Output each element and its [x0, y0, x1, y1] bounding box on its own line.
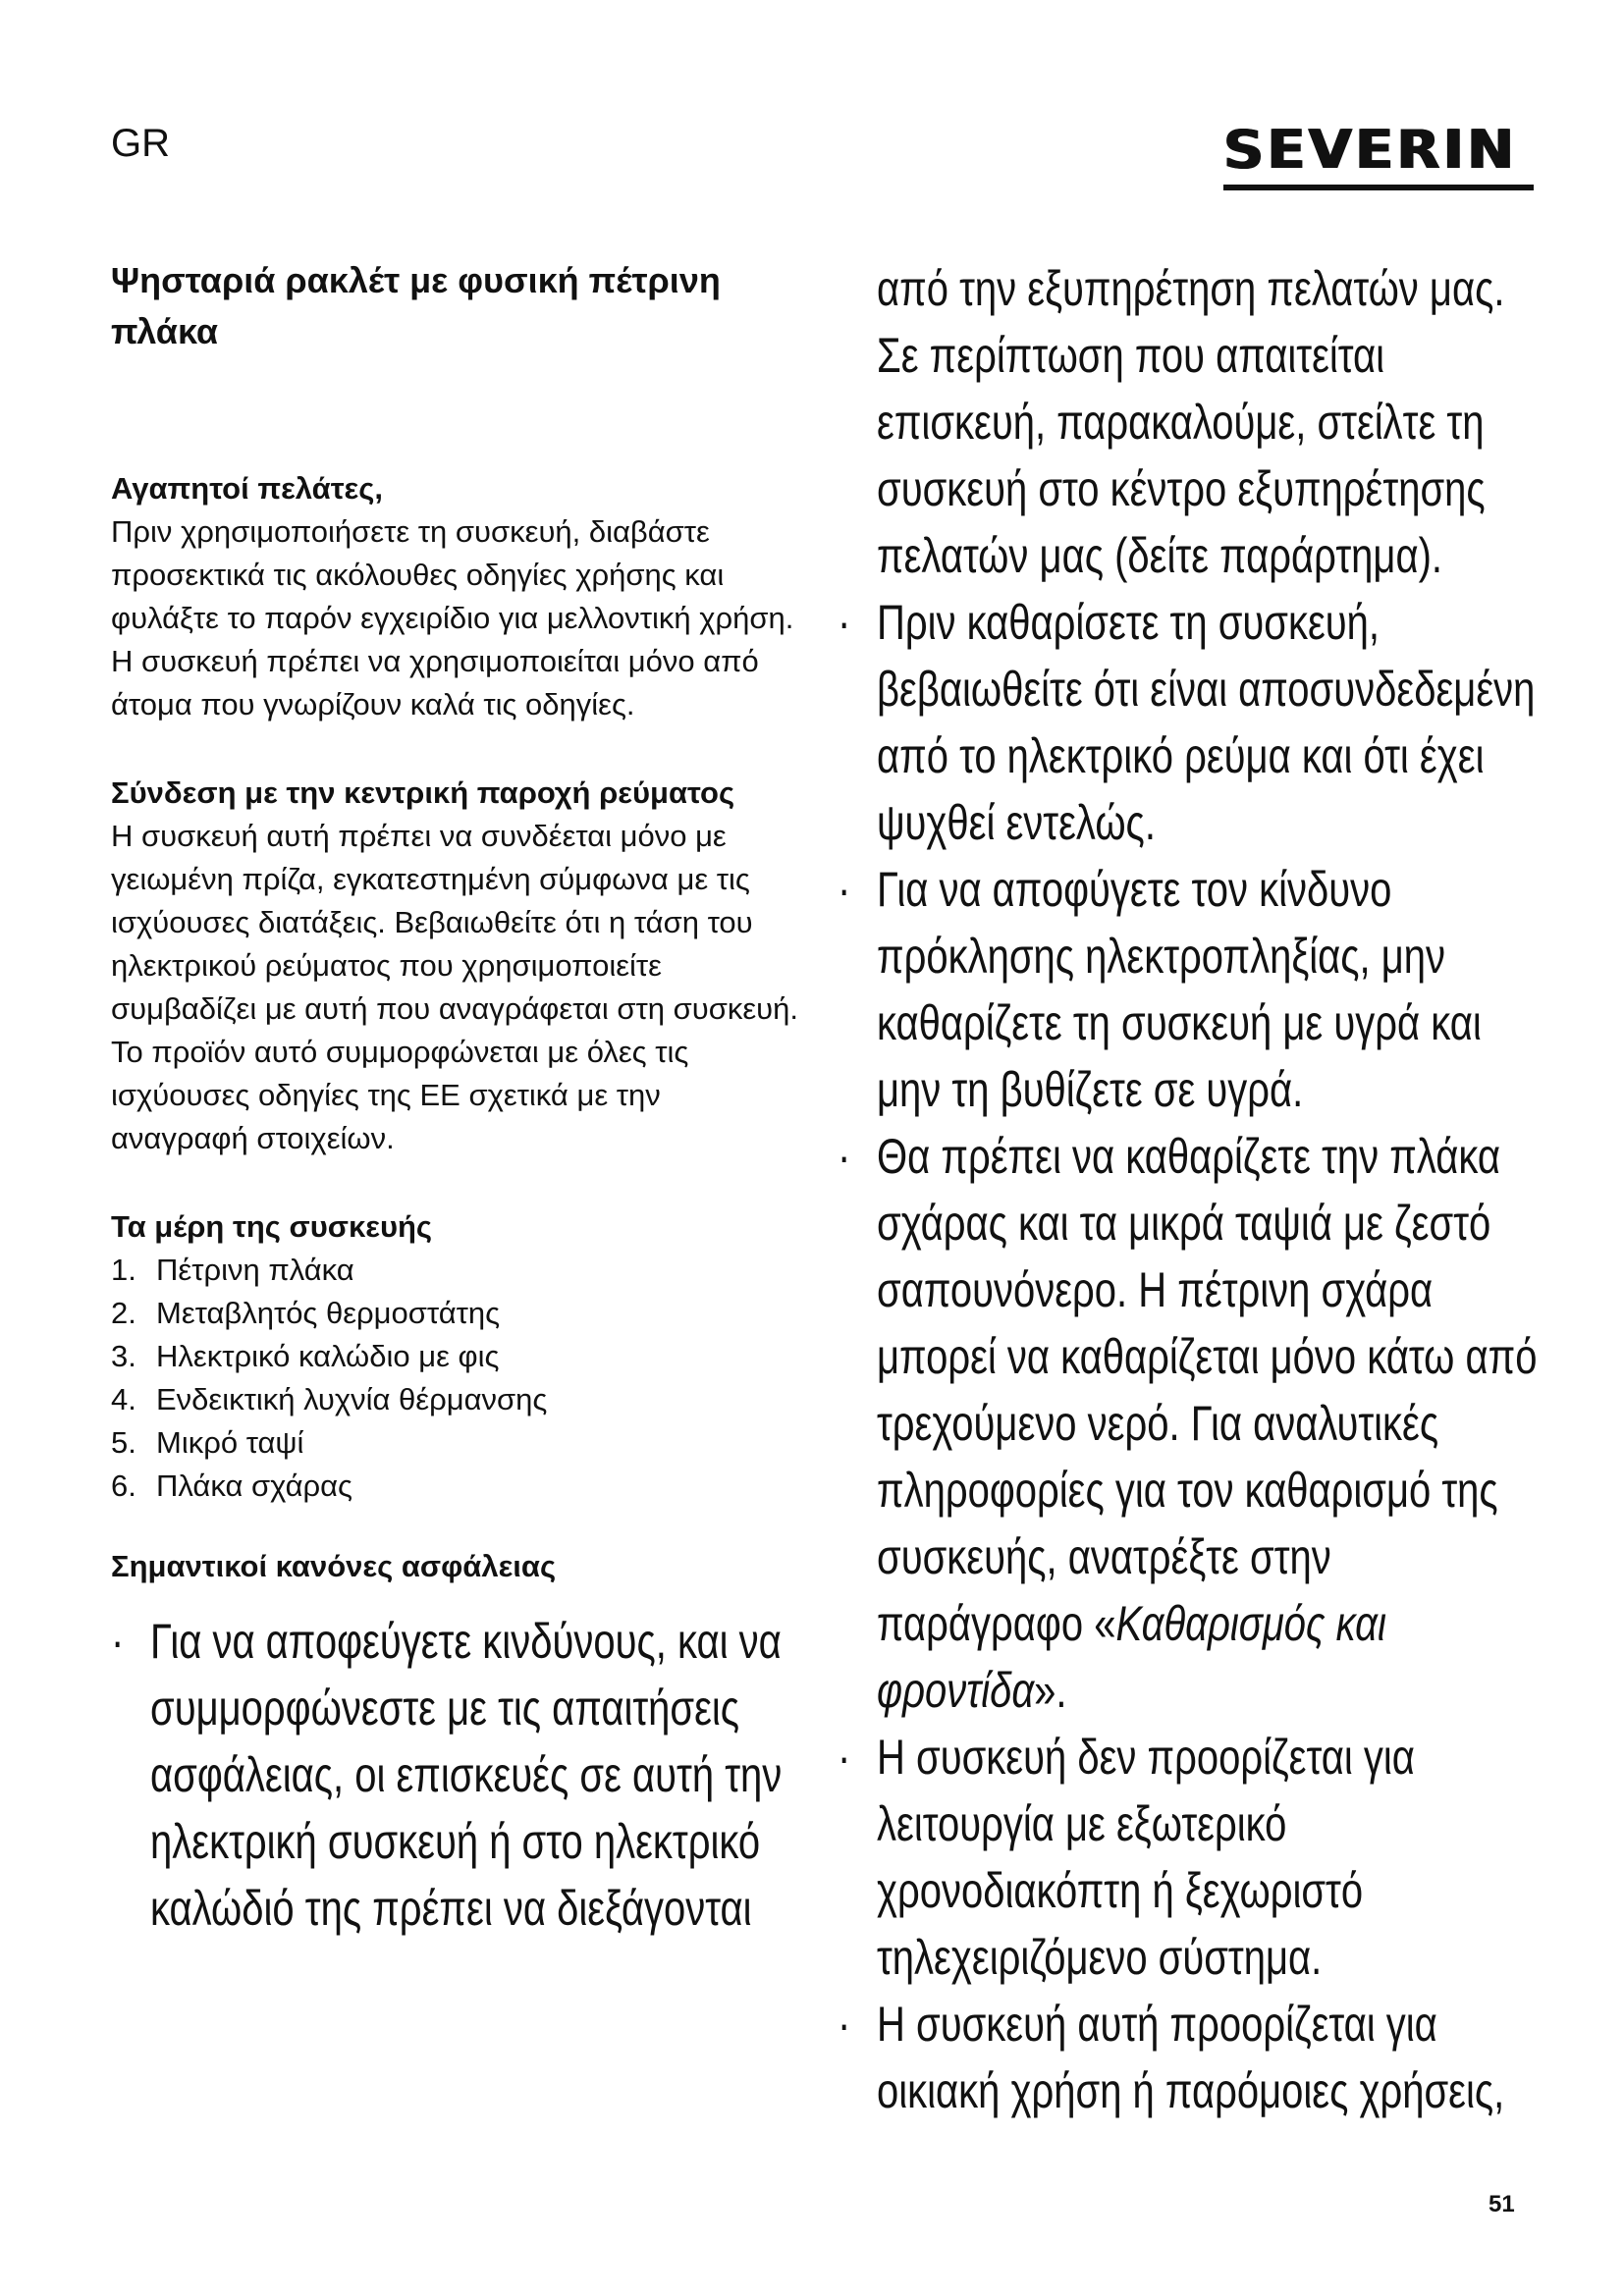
- safety-bullet-timer: [838, 1724, 1544, 1991]
- bullet-dot: ·: [838, 1730, 851, 1785]
- brand-logo: SEVERIN: [1223, 119, 1518, 181]
- safety-bullet-household: [838, 1991, 1544, 2124]
- bullet-text: Πριν καθαρίσετε τη συσκευή, βεβαιωθείτε ότι είναι αποσυνδεδεμένη από το ηλεκτρικό ρεύμα και ότι έχει ψυχθεί εντελώς.: [877, 595, 1536, 850]
- safety-heading: Σημαντικοί κανόνες ασφάλειας: [111, 1549, 557, 1583]
- safety-bullet-electric-shock: [838, 856, 1544, 1123]
- repairs-continuation: [838, 255, 1544, 589]
- bullet-text: από την εξυπηρέτηση πελατών μας. Σε περίπτωση που απαιτείται επισκευή, παρακαλούμε, στείλτε τη συσκευή στο κέντρο εξυπηρέτησης πελατών μας (δείτε παράρτημα).: [877, 261, 1505, 583]
- page-number: 51: [1489, 2191, 1515, 2217]
- connection-heading: Σύνδεση με την κεντρική παροχή ρεύματος: [111, 775, 735, 810]
- bullet-dot: ·: [111, 1614, 125, 1669]
- bullet-text: Για να αποφύγετε τον κίνδυνο πρόκλησης ηλεκτροπληξίας, μην καθαρίζετε τη συσκευή με υγρά και μην τη βυθίζετε σε υγρά.: [877, 862, 1482, 1117]
- intro-heading: Αγαπητοί πελάτες,: [111, 471, 383, 506]
- bullet-text: Για να αποφεύγετε κινδύνους, και να συμμορφώνεστε με τις απαιτήσεις ασφάλειας, οι επισκευές σε αυτή την ηλεκτρική συσκευή ή στο ηλεκτρικό καλώδιό της πρέπει να διεξάγονται: [150, 1614, 783, 1936]
- list-item: 1. Πέτρινη πλάκα: [111, 1253, 354, 1287]
- safety-bullet-cleaning-unplug: [838, 589, 1544, 856]
- document-title: Ψησταριά ρακλέτ με φυσική πέτρινη πλάκα: [111, 260, 721, 351]
- language-code: GR: [111, 122, 170, 165]
- bullet-text: Η συσκευή δεν προορίζεται για λειτουργία με εξωτερικό χρονοδιακόπτη ή ξεχωριστό τηλεχειριζόμενο σύστημα.: [877, 1730, 1415, 1985]
- bullet-dot: ·: [838, 862, 851, 917]
- bullet-dot: ·: [838, 1129, 851, 1184]
- safety-bullet-cleaning: [838, 1123, 1544, 1724]
- right-column-text: [838, 255, 1544, 2124]
- bullet-text: Η συσκευή αυτή προορίζεται για οικιακή χρήση ή παρόμοιες χρήσεις,: [877, 1997, 1505, 2118]
- list-item: 5. Μικρό ταψί: [111, 1425, 304, 1460]
- cleaning-section-reference: Καθαρισμός και φροντίδα: [877, 1596, 1386, 1718]
- parts-heading: Τα μέρη της συσκευής: [111, 1209, 433, 1244]
- intro-text: Πριν χρησιμοποιήσετε τη συσκευή, διαβάστε προσεκτικά τις ακόλουθες οδηγίες χρήσης και φυλάξτε το παρόν εγχειρίδιο για μελλοντική χρήση. Η συσκευή πρέπει να χρησιμοποιείται μόνο από άτομα που γνωρίζουν καλά τις οδηγίες.: [111, 514, 794, 721]
- logo-underline: [1223, 185, 1534, 190]
- bullet-text: Θα πρέπει να καθαρίζετε την πλάκα σχάρας και τα μικρά ταψιά με ζεστό σαπουνόνερο. Η πέτρινη σχάρα μπορεί να καθαρίζεται μόνο κάτω από τρεχούμενο νερό. Για αναλυτικές πληροφορίες για τον καθαρισμό της συσκευής, ανατρέξτε στην παράγραφο «Καθαρισμός και φροντίδα».: [877, 1129, 1538, 1718]
- list-item: 2. Μεταβλητός θερμοστάτης: [111, 1296, 501, 1330]
- safety-bullet-repairs: [111, 1608, 826, 1942]
- list-item: 4. Ενδεικτική λυχνία θέρμανσης: [111, 1382, 548, 1416]
- bullet-dot: ·: [838, 1997, 851, 2052]
- left-column: [111, 255, 798, 1942]
- bullet-dot: ·: [838, 595, 851, 650]
- list-item: 3. Ηλεκτρικό καλώδιο με φις: [111, 1339, 500, 1373]
- parts-list: [111, 1249, 798, 1508]
- right-column: [838, 255, 1544, 2124]
- list-item: 6. Πλάκα σχάρας: [111, 1468, 352, 1503]
- connection-text: Η συσκευή αυτή πρέπει να συνδέεται μόνο με γειωμένη πρίζα, εγκατεστημένη σύμφωνα με τις ισχύουσες διατάξεις. Βεβαιωθείτε ότι η τάση του ηλεκτρικού ρεύματος που χρησιμοποιείτε συμβαδίζει με αυτή που αναγράφεται στη συσκευή. Το προϊόν αυτό συμμορφώνεται με όλες τις ισχύουσες οδηγίες της ΕΕ σχετικά με την αναγραφή στοιχείων.: [111, 819, 798, 1155]
